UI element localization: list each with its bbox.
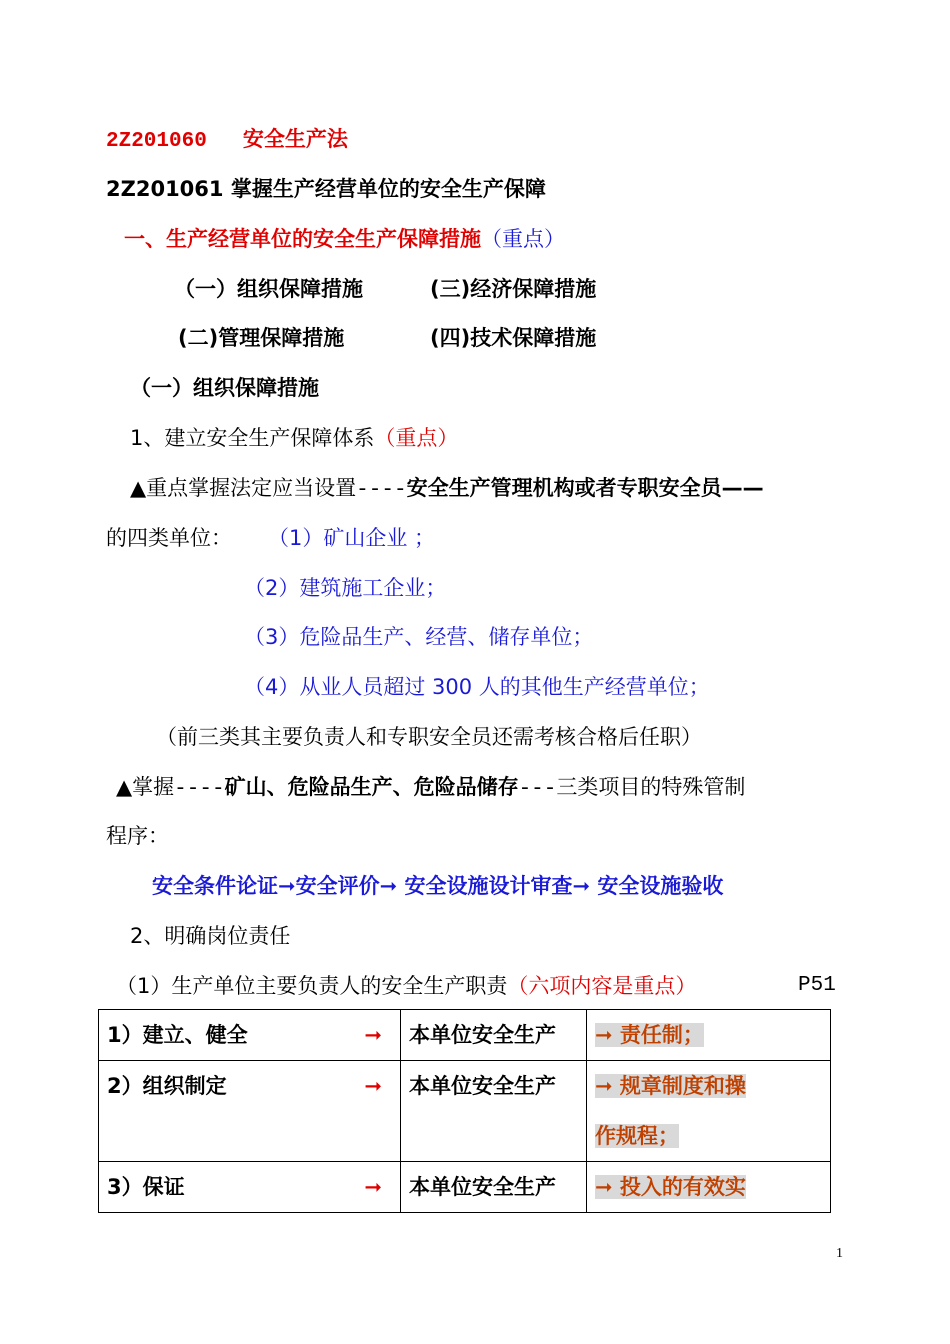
highlighted-text-cont: 作规程； [595,1124,679,1148]
item2-1 [116,971,696,1001]
highlighted-text: ➞ 投入的有效实 [595,1175,746,1199]
para1-line1 [130,473,764,506]
table-cell-action: 2）组织制定 ➞ [99,1061,401,1162]
arrow-icon: ➞ [364,1074,382,1098]
para2-line1 [116,772,745,805]
table-cell-action: 3）保证 ➞ [99,1162,401,1213]
page-number: 1 [836,1246,843,1261]
table-cell-action: 1）建立、健全 ➞ [99,1010,401,1061]
duties-table [98,1009,831,1213]
item2-1-text: （1）生产单位主要负责人的安全生产职责 [116,974,508,998]
highlighted-text: ➞ 规章制度和操 [595,1074,746,1098]
control-flow: 安全条件论证➞安全评价➞ 安全设施设计审查➞ 安全设施验收 [152,874,724,898]
unit-list-item-4: （4）从业人员超过 300 人的其他生产经营单位； [244,675,710,699]
heading-title: 安全生产法 [242,127,348,151]
table-cell-subject: 本单位安全生产 [401,1061,587,1162]
measure-4: (四)技术保障措施 [430,326,597,350]
table-cell-object [587,1162,831,1213]
section1-heading [124,224,565,254]
heading [106,124,348,157]
para2-suffix: 三类项目的特殊管制 [556,775,746,799]
unit-list-item-3: （3）危险品生产、经营、储存单位； [244,625,594,649]
para1-bold: 安全生产管理机构或者专职安全员—— [406,476,764,500]
measure-3: (三)经济保障措施 [430,277,597,301]
unit-list-item-2: （2）建筑施工企业； [244,576,447,600]
para2-bold: 矿山、危险品生产、危险品储存 [224,775,519,799]
table-cell-subject: 本单位安全生产 [401,1010,587,1061]
para2-prefix: ▲掌握 [116,775,175,799]
para1-note: （前三类其主要负责人和专职安全员还需考核合格后任职） [156,725,702,749]
para1-dashes: ---- [356,479,407,502]
table-row [99,1162,831,1213]
unit-list-item-1: （1）矿山企业 ； [268,526,436,550]
item1 [130,423,458,453]
table-cell-object [587,1061,831,1162]
para2-dashes2: --- [518,778,557,801]
item1-note: （重点） [374,426,459,450]
arrow-icon: ➞ [364,1023,382,1047]
subheading: 2Z201061 掌握生产经营单位的安全生产保障 [106,177,546,201]
measure-1: （一）组织保障措施 [174,277,363,301]
section1-note: （重点） [481,227,565,251]
table-cell-subject: 本单位安全生产 [401,1162,587,1213]
table-row [99,1010,831,1061]
item2: 2、明确岗位责任 [130,924,291,948]
item1-text: 1、建立安全生产保障体系 [130,426,375,450]
table-row [99,1061,831,1162]
para1-prefix: ▲重点掌握法定应当设置 [130,476,357,500]
item2-1-note: （六项内容是重点） [507,974,697,998]
arrow-icon: ➞ [364,1175,382,1199]
highlighted-text: ➞ 责任制； [595,1023,704,1047]
sub1-title: （一）组织保障措施 [130,376,319,400]
para2-dashes1: ---- [174,778,225,801]
para1-line2: 的四类单位： [106,526,232,550]
section1-title: 一、生产经营单位的安全生产保障措施 [124,227,481,251]
table-cell-object [587,1010,831,1061]
heading-code: 2Z201060 [106,130,207,153]
measure-2: (二)管理保障措施 [178,326,345,350]
para2-line2: 程序： [106,824,169,848]
page-ref: P51 [798,974,836,997]
